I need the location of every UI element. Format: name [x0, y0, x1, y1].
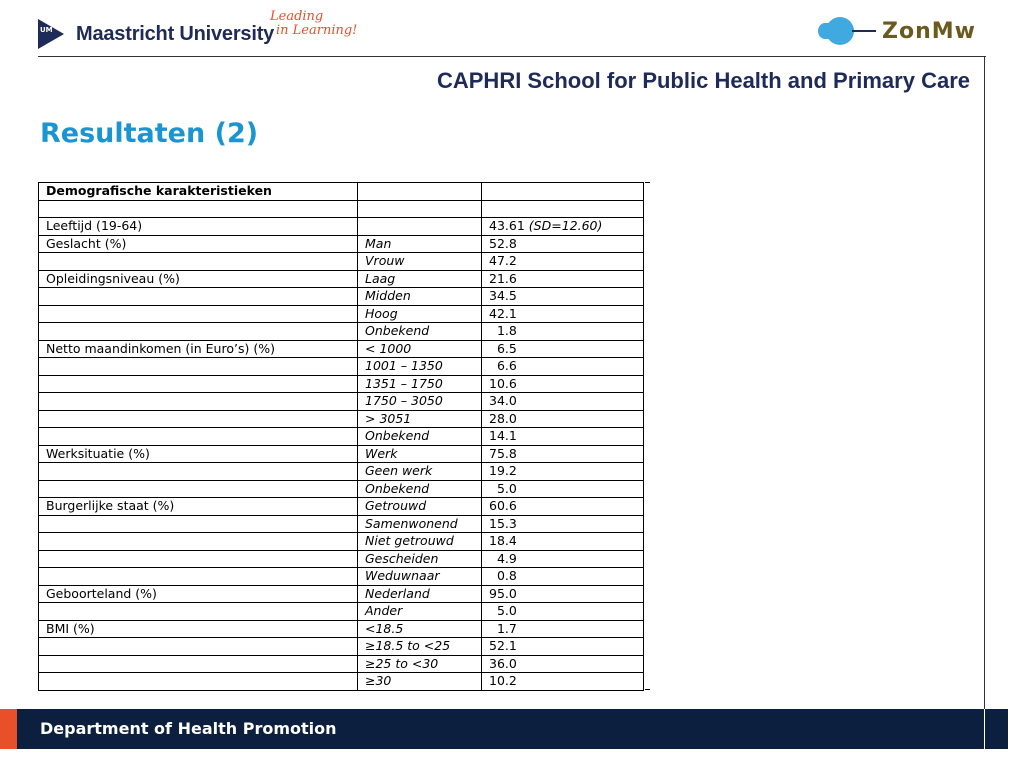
- table-cell: [39, 533, 358, 551]
- table-cell: [482, 568, 644, 586]
- right-divider: [984, 56, 985, 749]
- table-cell: [358, 550, 482, 568]
- table-cell: [39, 218, 358, 236]
- table-row: [39, 200, 644, 218]
- university-tagline: [270, 10, 357, 38]
- table-cell: [482, 253, 644, 271]
- cell-value: Nederland: [365, 585, 430, 601]
- cell-value: Gescheiden: [365, 550, 439, 566]
- footer-divider: [984, 709, 985, 749]
- cell-value: 28.0: [489, 410, 517, 426]
- table-row: [39, 585, 644, 603]
- table-row: [39, 270, 644, 288]
- school-name: CAPHRI School for Public Health and Primary Care: [436, 68, 970, 93]
- table-cell: [358, 568, 482, 586]
- table-cell: [482, 340, 644, 358]
- table-cell: [358, 655, 482, 673]
- cell-value: < 1000: [365, 340, 412, 356]
- um-mark-text: UM: [40, 26, 53, 34]
- table-cell: [39, 305, 358, 323]
- table-cell: [358, 358, 482, 376]
- table-cell: [482, 585, 644, 603]
- table-cell: [39, 638, 358, 656]
- table-cell: [39, 235, 358, 253]
- table-row: [39, 235, 644, 253]
- table-row: [39, 463, 644, 481]
- table-cell: [39, 568, 358, 586]
- department-name: Department of Health Promotion: [40, 719, 337, 738]
- table-cell: [39, 428, 358, 446]
- table-row: [39, 393, 644, 411]
- table-cell: [482, 235, 644, 253]
- table-row: [39, 673, 644, 691]
- table-row: [39, 655, 644, 673]
- cell-value: 15.3: [489, 515, 517, 531]
- footer-bar: [0, 709, 1008, 749]
- cell-value: Vrouw: [365, 253, 405, 269]
- table-row: [39, 340, 644, 358]
- table-header-row: [39, 183, 644, 201]
- table-cell: [358, 515, 482, 533]
- cell-value: 60.6: [489, 498, 517, 514]
- footer-accent: [0, 709, 17, 749]
- table-cell: [39, 620, 358, 638]
- table-cell: [358, 463, 482, 481]
- table-cell: [358, 533, 482, 551]
- cell-value: 34.5: [489, 288, 517, 304]
- table-cell: [482, 323, 644, 341]
- table-cell: [39, 515, 358, 533]
- cell-value: 34.0: [489, 393, 517, 409]
- table-cell: [39, 498, 358, 516]
- table-cell: [39, 550, 358, 568]
- table-cell: [482, 638, 644, 656]
- table-cell: [482, 288, 644, 306]
- university-name: Maastricht University: [76, 22, 275, 45]
- cell-value: 1001 – 1350: [365, 358, 443, 374]
- table-cell: [39, 445, 358, 463]
- cell-value: Geslacht (%): [46, 235, 127, 251]
- cell-value: 10.2: [489, 673, 517, 689]
- table-cell: [482, 375, 644, 393]
- cell-value: Laag: [365, 270, 396, 286]
- table-cell: [482, 463, 644, 481]
- table-cell: [39, 673, 358, 691]
- table-cell: [482, 428, 644, 446]
- cell-value: Opleidingsniveau (%): [46, 270, 180, 286]
- tagline-line-1: Leading: [270, 9, 324, 24]
- table-cell: [39, 603, 358, 621]
- table-cell: [39, 463, 358, 481]
- table-cell: [482, 603, 644, 621]
- table-row: [39, 515, 644, 533]
- cell-value: 18.4: [489, 533, 517, 549]
- table-row: [39, 533, 644, 551]
- table-cell: [358, 498, 482, 516]
- header-divider: [38, 56, 986, 57]
- cell-value: 1351 – 1750: [365, 375, 443, 391]
- table-cell: [482, 305, 644, 323]
- table-cell: [358, 218, 482, 236]
- table-cell: [482, 183, 644, 201]
- table-cell: [39, 358, 358, 376]
- table-cell: [482, 480, 644, 498]
- table-cell: [482, 498, 644, 516]
- table-row: [39, 323, 644, 341]
- table-cell: [358, 200, 482, 218]
- table-cell: [358, 428, 482, 446]
- cell-value: 21.6: [489, 270, 517, 286]
- cell-value: Geboorteland (%): [46, 585, 157, 601]
- cell-value: 95.0: [489, 585, 517, 601]
- table-cell: [358, 603, 482, 621]
- table-cell: [358, 620, 482, 638]
- tagline-line-2: in Learning!: [276, 23, 358, 38]
- table-row: [39, 305, 644, 323]
- table-row: [39, 498, 644, 516]
- table-cell: [358, 183, 482, 201]
- table-row: [39, 218, 644, 236]
- table-cell: [482, 200, 644, 218]
- table-cell: [39, 480, 358, 498]
- zonmw-logo: [818, 14, 976, 48]
- table-row: [39, 603, 644, 621]
- cell-value: 1.7: [489, 620, 517, 636]
- cell-value: Midden: [365, 288, 411, 304]
- cell-value: ≥25 to <30: [365, 655, 439, 671]
- cell-value: Geen werk: [365, 463, 433, 479]
- table-row: [39, 410, 644, 428]
- cell-value: 1.8: [489, 323, 517, 339]
- table-cell: [358, 480, 482, 498]
- cell-value: Samenwonend: [365, 515, 458, 531]
- cell-value: 0.8: [489, 568, 517, 584]
- table-cell: [482, 533, 644, 551]
- table-row: [39, 568, 644, 586]
- table-cell: [39, 410, 358, 428]
- cell-value: Hoog: [365, 305, 398, 321]
- maastricht-university-logo: [38, 14, 274, 54]
- cell-value: Onbekend: [365, 480, 430, 496]
- table-cell: [358, 235, 482, 253]
- table-cell: [358, 393, 482, 411]
- cell-value: 43.61: [489, 218, 525, 234]
- cell-value: 4.9: [489, 550, 517, 566]
- table-cell: [39, 200, 358, 218]
- table-cell: [482, 673, 644, 691]
- table-row: [39, 428, 644, 446]
- table-cell: [358, 340, 482, 358]
- table-cell: [39, 585, 358, 603]
- table-cell: [482, 515, 644, 533]
- table-row: [39, 253, 644, 271]
- table-cell: [358, 270, 482, 288]
- cell-value: BMI (%): [46, 620, 95, 636]
- table-cell: [358, 375, 482, 393]
- cell-value: Burgerlijke staat (%): [46, 498, 175, 514]
- table-cell: [39, 340, 358, 358]
- cell-value: Netto maandinkomen (in Euro’s) (%): [46, 340, 275, 356]
- cell-value: 36.0: [489, 655, 517, 671]
- slide-title: Resultaten (2): [40, 118, 259, 149]
- table-cell: [482, 358, 644, 376]
- cell-value: Weduwnaar: [365, 568, 440, 584]
- table-row: [39, 550, 644, 568]
- table-row: [39, 638, 644, 656]
- table-cell: [39, 288, 358, 306]
- cell-value: <18.5: [365, 620, 404, 636]
- table-cell: [358, 410, 482, 428]
- table-corner-tick: [645, 689, 650, 690]
- zonmw-name: ZonMw: [882, 18, 976, 44]
- demographics-table: [38, 182, 644, 691]
- cell-value: 52.1: [489, 638, 517, 654]
- table-cell: [358, 305, 482, 323]
- table-cell: [482, 393, 644, 411]
- table-cell: [482, 218, 644, 236]
- table-cell: [482, 620, 644, 638]
- table-corner-tick: [645, 182, 650, 183]
- cell-value: 1750 – 3050: [365, 393, 443, 409]
- cell-value: > 3051: [365, 410, 412, 426]
- table-cell: [358, 445, 482, 463]
- cell-value: Niet getrouwd: [365, 533, 454, 549]
- cell-value: 52.8: [489, 235, 517, 251]
- zonmw-globe-icon: [818, 15, 876, 47]
- table-row: [39, 375, 644, 393]
- table-cell: [39, 655, 358, 673]
- cell-value: 10.6: [489, 375, 517, 391]
- table-cell: [358, 638, 482, 656]
- table-cell: [482, 550, 644, 568]
- cell-value: 75.8: [489, 445, 517, 461]
- table-cell: [358, 253, 482, 271]
- table-row: [39, 288, 644, 306]
- cell-value: Man: [365, 235, 392, 251]
- cell-value: 14.1: [489, 428, 517, 444]
- table-cell: [358, 673, 482, 691]
- cell-value: Getrouwd: [365, 498, 427, 514]
- cell-value: 19.2: [489, 463, 517, 479]
- table-cell: [482, 410, 644, 428]
- um-triangle-icon: [38, 17, 66, 51]
- table-cell: [39, 270, 358, 288]
- table-cell: [482, 655, 644, 673]
- cell-value: Onbekend: [365, 428, 430, 444]
- cell-value: Werksituatie (%): [46, 445, 150, 461]
- cell-value: 6.6: [489, 358, 517, 374]
- cell-value: 6.5: [489, 340, 517, 356]
- table-row: [39, 620, 644, 638]
- table-cell: [482, 445, 644, 463]
- cell-value: Ander: [365, 603, 403, 619]
- table-cell: [39, 253, 358, 271]
- table-row: [39, 358, 644, 376]
- cell-value: ≥18.5 to <25: [365, 638, 451, 654]
- table-cell: [358, 288, 482, 306]
- cell-value: ≥30: [365, 673, 392, 689]
- cell-value: 42.1: [489, 305, 517, 321]
- cell-value: 5.0: [489, 480, 517, 496]
- cell-value: Werk: [365, 445, 398, 461]
- table-row: [39, 445, 644, 463]
- table-cell: [358, 323, 482, 341]
- cell-value: Leeftijd (19-64): [46, 218, 143, 234]
- table-row: [39, 480, 644, 498]
- table-cell: [482, 270, 644, 288]
- table-cell: [39, 375, 358, 393]
- cell-value: Onbekend: [365, 323, 430, 339]
- age-sd-value: (SD=12.60): [528, 218, 603, 234]
- cell-value: 47.2: [489, 253, 517, 269]
- table-cell: [39, 393, 358, 411]
- cell-value: 5.0: [489, 603, 517, 619]
- table-header-cell: Demografische karakteristieken: [39, 183, 358, 201]
- table-cell: [358, 585, 482, 603]
- table-cell: [39, 323, 358, 341]
